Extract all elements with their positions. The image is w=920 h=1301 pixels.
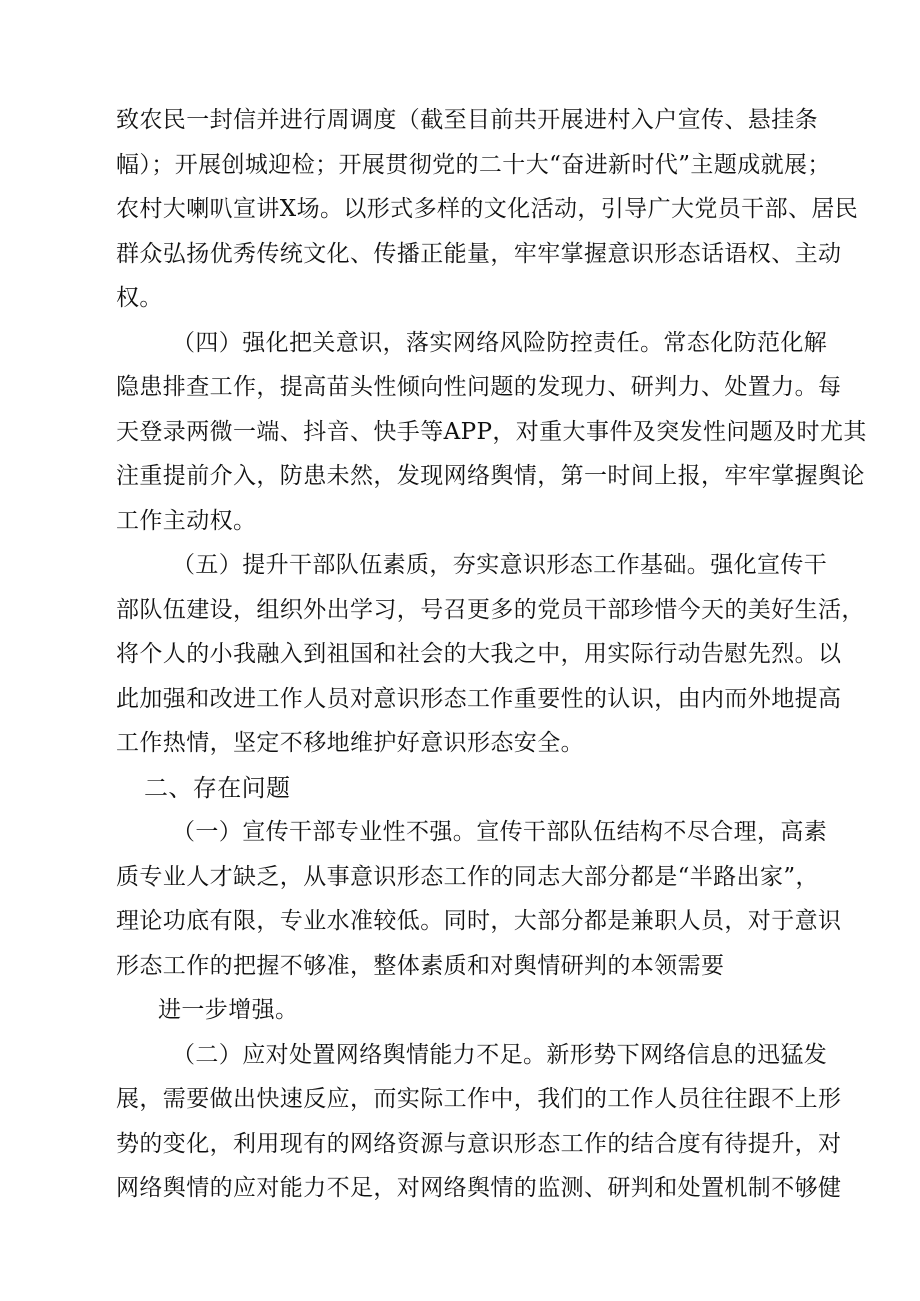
body-line-2: 幅）；开展创城迎检；开展贯彻党的二十大“奋进新时代”主题成就展；: [116, 151, 831, 178]
body-line-12: 部队伍建设，组织外出学习，号召更多的党员干部珍惜今天的美好生活，: [116, 596, 865, 623]
body-line-13: 将个人的小我融入到祖国和社会的大我之中，用实际行动告慰先烈。以: [116, 641, 842, 667]
problem-2-first-line: （二）应对处置网络舆情能力不足。新形势下网络信息的迅猛发: [172, 1041, 828, 1068]
section-5-first-line: （五）提升干部队伍素质，夯实意识形态工作基础。强化宣传干: [172, 552, 828, 578]
body-line-23: 展，需要做出快速反应，而实际工作中，我们的工作人员往往跟不上形: [116, 1086, 842, 1112]
body-line-21: 进一步增强。: [158, 997, 299, 1023]
body-line-18: 质专业人才缺乏，从事意识形态工作的同志大部分都是“半路出家”，: [116, 863, 819, 890]
body-line-4: 群众弘扬优秀传统文化、传播正能量，牢牢掌握意识形态话语权、主动: [116, 240, 842, 267]
body-line-10: 工作主动权。: [116, 507, 257, 534]
section-heading-problems: 二、存在问题: [144, 773, 291, 802]
body-line-25: 网络舆情的应对能力不足，对网络舆情的监测、研判和处置机制不够健: [116, 1175, 842, 1201]
body-line-24: 势的变化，利用现有的网络资源与意识形态工作的结合度有待提升，对: [116, 1130, 842, 1157]
body-line-5: 权。: [116, 285, 163, 311]
body-line-7: 隐患排查工作，提高苗头性倾向性问题的发现力、研判力、处置力。每: [116, 374, 842, 400]
body-line-9: 注重提前介入，防患未然，发现网络舆情，第一时间上报，牢牢掌握舆论: [116, 463, 865, 489]
body-line-1: 致农民一封信并进行周调度（截至目前共开展进村入户宣传、悬挂条: [116, 107, 818, 133]
body-line-3: 农村大喇叭宣讲X场。以形式多样的文化活动，引导广大党员干部、居民: [116, 196, 859, 222]
body-line-20: 形态工作的把握不够准，整体素质和对舆情研判的本领需要: [116, 952, 725, 979]
body-line-15: 工作热情，坚定不移地维护好意识形态安全。: [116, 730, 584, 756]
body-line-19: 理论功底有限，专业水准较低。同时，大部分都是兼职人员，对于意识: [116, 908, 842, 934]
body-line-14: 此加强和改进工作人员对意识形态工作重要性的认识，由内而外地提高: [116, 685, 842, 712]
section-4-first-line: （四）强化把关意识，落实网络风险防控责任。常态化防范化解: [172, 329, 828, 356]
problem-1-first-line: （一）宣传干部专业性不强。宣传干部队伍结构不尽合理，高素: [172, 819, 828, 845]
body-line-8: 天登录两微一端、抖音、快手等APP，对重大事件及突发性问题及时尤其: [116, 418, 867, 445]
